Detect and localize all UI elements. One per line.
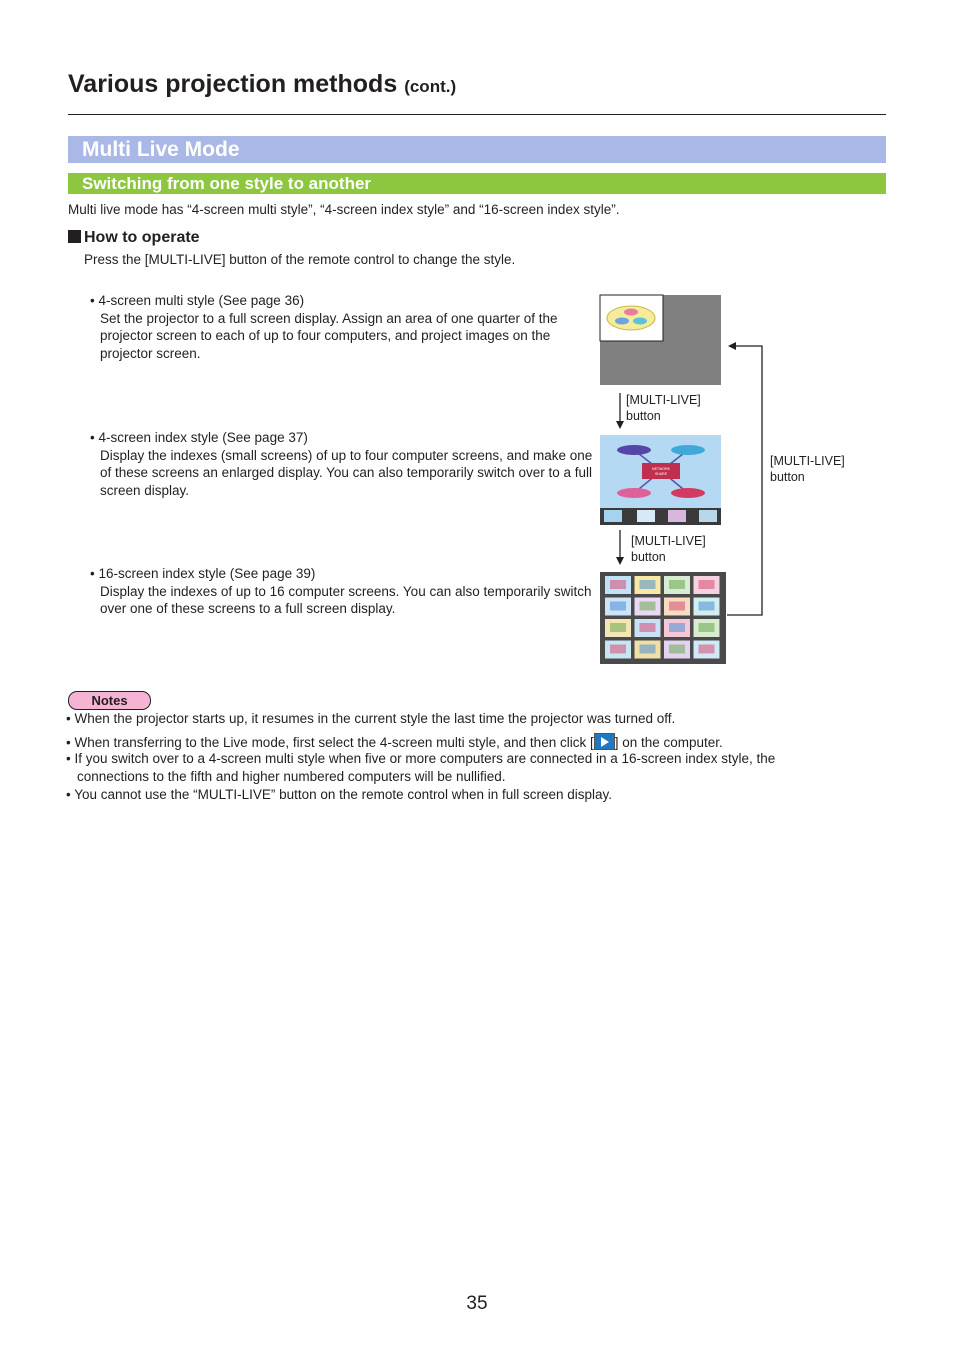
subsection-title: Switching from one style to another [82,174,372,193]
thumbnail-content [669,645,685,654]
arrow-label-2 [631,533,706,565]
note-item: • When the projector starts up, it resumes in the current style the last time the projector was turned off. [66,711,676,726]
thumbnail-content [610,602,626,611]
arrow-label-line: [MULTI-LIVE] [770,454,845,468]
thumbnail-content [669,602,685,611]
note-text: • When transferring to the Live mode, first select the 4-screen multi style, and then click [ [66,735,594,750]
style-item-desc: Display the indexes (small screens) of up to four computer screens, and make one of these screens an enlarged display. You can also temporarily switch over to a full screen display. [100,447,593,499]
thumbnail-content [699,645,715,654]
notes-badge: Notes [68,691,151,710]
thumbnail-content [669,580,685,589]
thumbnail-content [640,645,656,654]
note-item [66,750,846,785]
style-item-title: • 4-screen index style (See page 37) [90,430,308,445]
note-text: connections to the fifth and higher numbered computers will be nullified. [77,768,506,784]
arrow-loop-back [727,346,762,615]
style-item-title: • 4-screen multi style (See page 36) [90,293,305,308]
how-to-instruction: Press the [MULTI-LIVE] button of the remote control to change the style. [84,252,516,267]
arrow-label-line: [MULTI-LIVE] [626,393,701,407]
thumbnail-content [699,602,715,611]
style-item-title: • 16-screen index style (See page 39) [90,566,316,581]
arrow-label-1 [626,392,701,424]
section-title: Multi Live Mode [82,138,240,161]
screen-16-screen-index [600,572,726,664]
how-to-heading-text: How to operate [84,229,200,246]
arrow-label-line: [MULTI-LIVE] [631,534,706,548]
arrow-label-3 [770,453,845,485]
thumbnail-content [610,645,626,654]
thumbnail-content [699,580,715,589]
screen-4-screen-index [600,435,721,525]
page-title-text: Various projection methods [68,70,398,98]
thumbnail-content [640,602,656,611]
note-item: • You cannot use the “MULTI-LIVE” button on the remote control when in full screen display. [66,787,613,802]
page-title-suffix: (cont.) [404,77,457,96]
intro-text: Multi live mode has “4-screen multi style”, “4-screen index style” and “16-screen index style”. [68,202,620,217]
page-number: 35 [466,1293,488,1314]
style-item-desc: Set the projector to a full screen display. Assign an area of one quarter of the projector screen to each of up to four computers, and project images on the projector screen. [100,310,558,362]
note-text: • If you switch over to a 4-screen multi style when five or more computers are connected in a 16-screen index style, the [66,751,776,766]
thumbnail-content [610,580,626,589]
thumbnail-content [699,623,715,632]
svg-text:SHARE: SHARE [654,472,668,476]
thumbnail-content [610,623,626,632]
arrow-label-line: button [631,550,666,564]
thumbnail-content [640,580,656,589]
style-item-desc: Display the indexes of up to 16 computer screens. You can also temporarily switch over one of these screens to a full screen display. [100,583,592,617]
svg-text:NETWORK: NETWORK [652,467,670,471]
arrow-label-line: button [626,409,661,423]
screen-4-screen-multi [600,295,721,385]
thumbnail-content [669,623,685,632]
note-text: ] on the computer. [614,735,723,750]
play-button-icon [594,733,615,750]
arrow-label-line: button [770,470,805,484]
thumbnail-content [640,623,656,632]
note-item [66,733,846,752]
